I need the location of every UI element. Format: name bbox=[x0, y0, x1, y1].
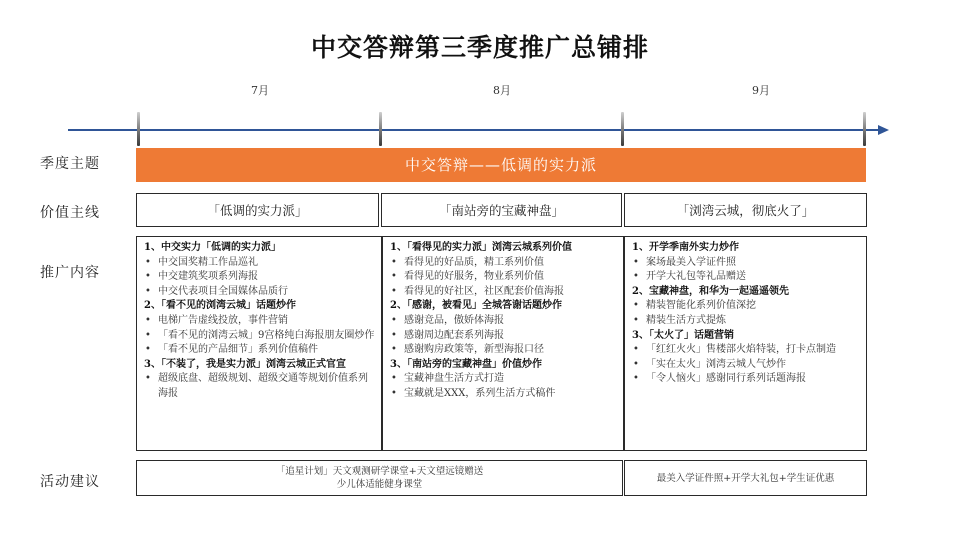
promo-content-july bbox=[136, 236, 382, 451]
promo-section-head: 3、「太火了」话题营销 bbox=[632, 329, 734, 341]
promo-section-head: 1、中交实力「低调的实力派」 bbox=[144, 242, 281, 253]
promo-bullet-item: • 宝藏神盘生活方式打造 bbox=[390, 372, 617, 387]
promo-section-head: 1、开学季南外实力炒作 bbox=[632, 242, 739, 253]
promo-bullet-item: • 精装智能化系列价值深挖 bbox=[632, 299, 860, 314]
promo-section-head: 3、「南站旁的宝藏神盘」价值炒作 bbox=[390, 358, 542, 370]
timeline-tick bbox=[379, 112, 382, 146]
row-label-promo: 推广内容 bbox=[40, 265, 100, 281]
promo-bullet-item: • 「看不见的产品细节」系列价值稿件 bbox=[144, 343, 375, 358]
activity-line: 少儿体适能健身课堂 bbox=[336, 479, 423, 490]
timeline-line bbox=[68, 129, 880, 131]
promo-bullet-item: • 超级底盘、超级规划、超级交通等规划价值系列海报 bbox=[144, 372, 375, 401]
month-label-september: 9月 bbox=[752, 84, 770, 97]
promo-bullet-item: • 「令人恼火」感谢同行系列话题海报 bbox=[632, 372, 860, 387]
promo-section-head: 2、「感谢，被看见」全城答谢话题炒作 bbox=[390, 300, 562, 312]
promo-bullet-item: • 精装生活方式提炼 bbox=[632, 314, 860, 329]
row-label-activity: 活动建议 bbox=[40, 474, 100, 490]
promo-bullet-item: • 案场最美入学证件照 bbox=[632, 256, 860, 271]
timeline-tick bbox=[863, 112, 866, 146]
page-title: 中交答辩第三季度推广总铺排 bbox=[310, 33, 649, 62]
promo-bullet-item: • 感谢周边配套系列海报 bbox=[390, 329, 617, 344]
promo-bullet-item: • 中交建筑奖项系列海报 bbox=[144, 270, 375, 285]
promo-content-august bbox=[382, 236, 624, 451]
activity-line: 「追星计划」天文观测研学课堂+天文望远镜赠送 bbox=[275, 466, 484, 477]
timeline-tick bbox=[137, 112, 140, 146]
value-box-july: 「低调的实力派」 bbox=[136, 193, 379, 227]
promo-bullet-item: • 感谢竞品，傲娇体海报 bbox=[390, 314, 617, 329]
promo-bullet-item: • 电梯广告虚线投放，事件营销 bbox=[144, 314, 375, 329]
row-label-value: 价值主线 bbox=[40, 205, 100, 221]
value-box-september: 「浏湾云城，彻底火了」 bbox=[624, 193, 867, 227]
row-label-theme: 季度主题 bbox=[40, 156, 100, 172]
quarter-theme-bar: 中交答辩——低调的实力派 bbox=[136, 148, 866, 182]
month-label-august: 8月 bbox=[493, 84, 511, 97]
value-box-august: 「南站旁的宝藏神盘」 bbox=[381, 193, 622, 227]
promo-section-head: 1、「看得见的实力派」浏湾云城系列价值 bbox=[390, 242, 572, 253]
promo-bullet-item: • 「看不见的浏湾云城」9宫格纯白海报朋友圈炒作 bbox=[144, 329, 375, 344]
promo-bullet-item: • 中交代表项目全国媒体品质行 bbox=[144, 285, 375, 300]
activity-box-september bbox=[624, 460, 867, 496]
promo-bullet-item: • 宝藏就是XXX，系列生活方式稿件 bbox=[390, 387, 617, 402]
promo-bullet-item: • 看得见的好品质，精工系列价值 bbox=[390, 256, 617, 271]
promo-bullet-item: • 看得见的好社区，社区配套价值海报 bbox=[390, 285, 617, 300]
month-label-july: 7月 bbox=[251, 84, 269, 97]
promo-bullet-item: • 「实在太火」浏湾云城人气炒作 bbox=[632, 358, 860, 373]
timeline-tick bbox=[621, 112, 624, 146]
promo-bullet-item: • 中交国奖精工作品巡礼 bbox=[144, 256, 375, 271]
promo-bullet-item: • 开学大礼包等礼品赠送 bbox=[632, 270, 860, 285]
promo-bullet-item: • 看得见的好服务，物业系列价值 bbox=[390, 270, 617, 285]
promo-section-head: 2、「看不见的浏湾云城」话题炒作 bbox=[144, 300, 296, 312]
promo-section-head: 2、宝藏神盘，和华为一起遥遥领先 bbox=[632, 285, 789, 297]
promo-bullet-item: • 「红红火火」售楼部火焰特装，打卡点制造 bbox=[632, 343, 860, 358]
promo-content-september bbox=[624, 236, 867, 451]
activity-box-july-august bbox=[136, 460, 623, 496]
promo-bullet-item: • 感谢购房政策等，新型海报口径 bbox=[390, 343, 617, 358]
promo-section-head: 3、「不装了，我是实力派」浏湾云城正式官宣 bbox=[144, 358, 346, 370]
timeline-arrow-icon bbox=[878, 125, 889, 135]
activity-line: 最美入学证件照+开学大礼包+学生证优惠 bbox=[656, 472, 835, 484]
